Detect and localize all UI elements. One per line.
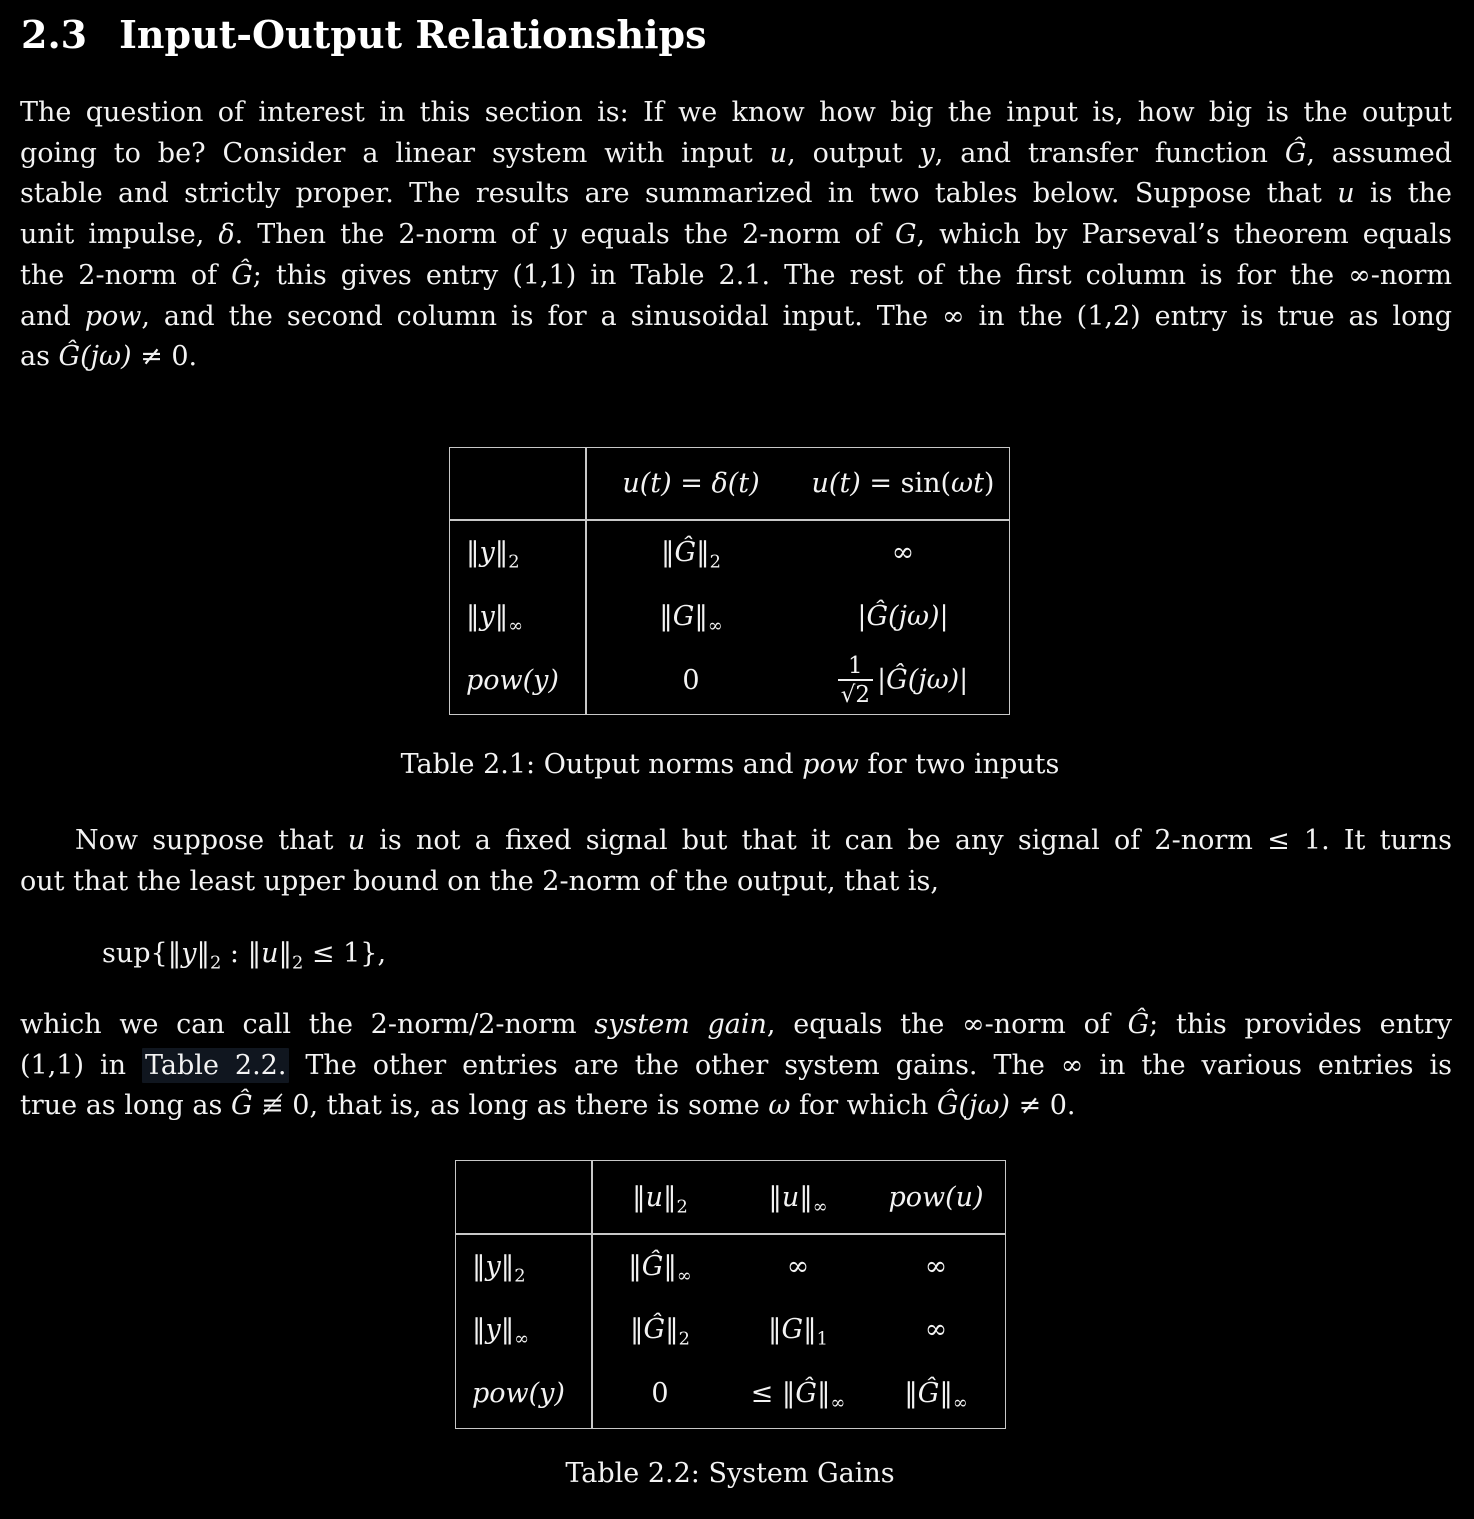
t21-header-blank xyxy=(450,448,585,519)
t21-cell-y2-impulse xyxy=(585,519,797,585)
output-norms-table xyxy=(449,447,1010,715)
t21-cell-yinf-sine xyxy=(797,585,1009,647)
section-heading xyxy=(21,12,707,57)
body-line: as Ĝ(jω) ≠ 0. xyxy=(20,341,198,373)
table-grid xyxy=(456,1161,1005,1428)
body-line: out that the least upper bound on the 2-norm of the output, that is, xyxy=(20,865,939,897)
cell-content: pow(y) xyxy=(466,665,559,696)
t21-header-impulse-input xyxy=(585,448,797,519)
cell-content: $‖y‖_\infty$ xyxy=(472,1313,530,1349)
fraction: $\frac{1}{√2}$ xyxy=(838,653,873,709)
cell-content: $\frac{1}{√2}$ |Ĝ(jω)| xyxy=(838,653,969,709)
table-horizontal-rule xyxy=(456,1233,1005,1235)
section-number: 2.3 xyxy=(21,12,88,57)
cell-content: $‖G‖_\infty$ xyxy=(659,600,723,636)
cell-content: |Ĝ(jω)| xyxy=(857,600,949,632)
body-line: The question of interest in this section is: If we know how big the input is, how big is the output xyxy=(20,97,1452,128)
t21-cell-y2-sine xyxy=(797,519,1009,585)
t22-cell-powy-u2 xyxy=(591,1359,729,1428)
t22-header-pow-u xyxy=(867,1161,1005,1233)
t21-cell-pow-impulse xyxy=(585,647,797,714)
cell-content: $‖u‖_\infty$ xyxy=(768,1181,828,1217)
table-vertical-rule xyxy=(585,448,587,714)
sup-equation: $sup\{‖y‖_2$ : $‖u‖_2 \le 1$}, xyxy=(102,938,387,974)
body-line: the 2-norm of Ĝ; this gives entry (1,1) in Table 2.1. The rest of the first column is for the ∞-norm xyxy=(20,259,1453,291)
table-horizontal-rule xyxy=(450,519,1009,521)
body-line: stable and strictly proper. The results are summarized in two tables below. Suppose that u is the xyxy=(20,178,1453,210)
t21-row-label-y-infnorm xyxy=(450,585,585,647)
table-vertical-rule xyxy=(591,1161,593,1428)
cell-content: $‖u‖_2$ xyxy=(632,1181,688,1217)
body-line: and pow, and the second column is for a sinusoidal input. The ∞ in the (1,2) entry is true as long xyxy=(20,300,1452,332)
t22-cell-yinf-uinf xyxy=(729,1299,867,1359)
intro-paragraph xyxy=(20,93,1452,378)
cell-content: $‖Ĝ‖_2$ xyxy=(661,536,721,572)
body-line: Now suppose that u is not a fixed signal but that it can be any signal of 2-norm ≤ 1. It turns xyxy=(75,825,1452,856)
table-2-2-link[interactable]: Table 2.2. xyxy=(142,1048,289,1083)
cell-content: 0 xyxy=(651,1378,669,1409)
cell-content: ∞ xyxy=(924,1313,948,1345)
table-2-2-caption: Table 2.2: System Gains xyxy=(565,1458,895,1489)
sup-paragraph xyxy=(20,821,1452,902)
cell-content: ∞ xyxy=(891,536,915,568)
body-line: true as long as Ĝ ≢ 0, that is, as long as there is some ω for which Ĝ(jω) ≠ 0. xyxy=(20,1090,1076,1122)
table-2-1-caption: Table 2.1: Output norms and pow for two inputs xyxy=(400,749,1060,780)
cell-content: $‖Ĝ‖_2$ xyxy=(630,1313,690,1349)
t22-cell-yinf-u2 xyxy=(591,1299,729,1359)
cell-content: $‖G‖_1$ xyxy=(768,1313,828,1349)
cell-content: $‖Ĝ‖_\infty$ xyxy=(904,1378,968,1414)
cell-content: ∞ xyxy=(786,1250,810,1282)
t22-cell-powy-uinf xyxy=(729,1359,867,1428)
t22-cell-yinf-powu xyxy=(867,1299,1005,1359)
t21-header-sine-input xyxy=(797,448,1009,519)
t22-cell-y2-uinf xyxy=(729,1233,867,1299)
t22-cell-powy-powu xyxy=(867,1359,1005,1428)
t22-cell-y2-u2 xyxy=(591,1233,729,1299)
t22-row-label-y-infnorm xyxy=(456,1299,591,1359)
body-line: unit impulse, δ. Then the 2-norm of y equals the 2-norm of G, which by Parseval’s theorem equals xyxy=(20,219,1452,251)
cell-content: $‖y‖_2$ xyxy=(472,1250,526,1286)
section-title: Input-Output Relationships xyxy=(119,12,707,57)
cell-content: ≤ $‖Ĝ‖_\infty$ xyxy=(750,1378,846,1414)
cell-content: $‖Ĝ‖_\infty$ xyxy=(628,1250,692,1286)
cell-content: $‖y‖_\infty$ xyxy=(466,600,524,636)
t22-row-label-y-2norm xyxy=(456,1233,591,1299)
cell-content: pow(y) xyxy=(472,1378,565,1409)
body-line: (1,1) in Table 2.2. The other entries are the other system gains. The ∞ in the various entries is xyxy=(20,1049,1453,1081)
t21-row-label-pow-y xyxy=(450,647,585,714)
table-grid xyxy=(450,448,1009,714)
body-line: going to be? Consider a linear system with input u, output y, and transfer function Ĝ, assumed xyxy=(20,137,1452,169)
t22-header-u-infnorm xyxy=(729,1161,867,1233)
t21-row-label-y-2norm xyxy=(450,519,585,585)
system-gains-table xyxy=(455,1160,1006,1429)
t22-row-label-pow-y xyxy=(456,1359,591,1428)
system-gain-paragraph xyxy=(20,1005,1452,1127)
cell-content: $‖y‖_2$ xyxy=(466,536,520,572)
body-line: which we can call the 2-norm/2-norm system gain, equals the ∞-norm of Ĝ; this provides entry xyxy=(20,1009,1452,1040)
cell-content: pow(u) xyxy=(888,1181,984,1213)
t21-cell-yinf-impulse xyxy=(585,585,797,647)
cell-content: 0 xyxy=(682,665,700,696)
t22-cell-y2-powu xyxy=(867,1233,1005,1299)
t22-header-u-2norm xyxy=(591,1161,729,1233)
t22-header-blank xyxy=(456,1161,591,1233)
t21-cell-pow-sine xyxy=(797,647,1009,714)
cell-content: ∞ xyxy=(924,1250,948,1282)
cell-content: u(t) = δ(t) xyxy=(622,468,760,499)
cell-content: u(t) = sin(ωt) xyxy=(811,468,995,499)
